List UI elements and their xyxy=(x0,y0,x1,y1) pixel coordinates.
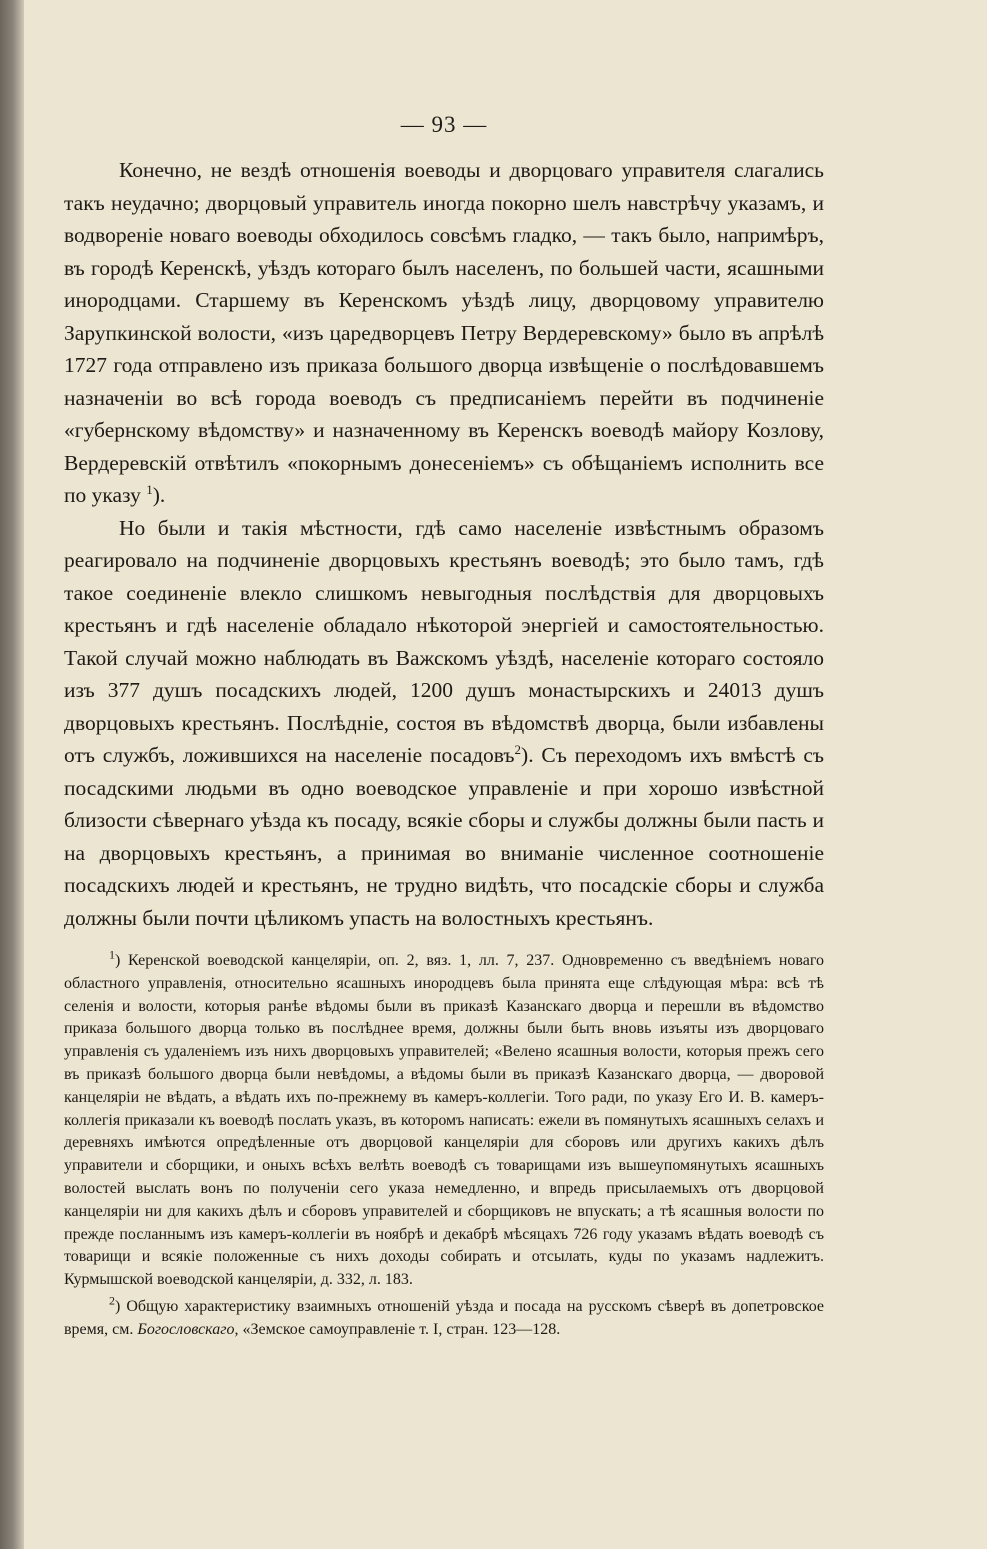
footnote-ref-2: 2 xyxy=(514,741,522,757)
paragraph-1-text: Конечно, не вездѣ отношенія воеводы и дворцоваго управителя слагались такъ неудачно; дворцовый управитель иногда покорно шелъ навстрѣчу указамъ, и водвореніе новаго воеводы обходилось совсѣмъ гладко, — такъ было, напримѣръ, въ городѣ Керенскѣ, уѣздъ котораго былъ населенъ, по большей части, ясашными инородцами. Старшему въ Керенскомъ уѣздѣ лицу, дворцовому управителю Зарупкинской волости, «изъ царедворцевъ Петру Вердеревскому» было въ апрѣлѣ 1727 года отправлено изъ приказа большого дворца извѣщеніе о послѣдовавшемъ назначеніи во всѣ города воеводъ съ предписаніемъ перейти въ подчиненіе «губернскому вѣдомству» и назначенному въ Керенскъ воеводѣ майору Козлову, Вердеревскій отвѣтилъ «покорнымъ донесеніемъ» съ обѣщаніемъ исполнить все по указу xyxy=(64,158,824,507)
paragraph-1 xyxy=(64,154,824,512)
footnote-2-tail: , «Земское самоуправленіе т. I, стран. 123—128. xyxy=(234,1320,561,1338)
book-page xyxy=(64,112,824,1346)
paragraph-2-tail: ). Съ переходомъ ихъ вмѣстѣ съ посадскими людьми въ одно воеводское управленіе и при хорошо извѣстной близости сѣвернаго уѣзда къ посаду, всякіе сборы и службы должны были пасть и на дворцовыхъ крестьянъ, а принимая во вниманіе численное соотношеніе посадскихъ людей и крестьянъ, не трудно видѣть, что посадскіе сборы и служба должны были почти цѣликомъ упасть на волостныхъ крестьянъ. xyxy=(64,743,824,930)
footnote-ref-1: 1 xyxy=(146,481,153,497)
page-number: — 93 — xyxy=(400,112,488,137)
footnote-2 xyxy=(64,1293,824,1342)
paragraph-1-tail: ). xyxy=(152,483,166,507)
footnote-1-text: ) Керенской воеводской канцеляріи, оп. 2, вяз. 1, лл. 7, 237. Одновременно съ введѣніемъ новаго областного управленія, относительно ясашныхъ инородцевъ была принята еще слѣдующая мѣра: всѣ тѣ селенія и волости, которыя ранѣе вѣдомы были въ приказѣ Казанскаго дворца и перешли въ вѣдомство приказа большого дворца только въ послѣднее время, должны были быть вновь изъяты изъ дворцоваго управленія съ удаленіемъ изъ нихъ дворцовыхъ управителей; «Велено ясашныя волости, которыя прежъ сего въ приказѣ большого дворца были невѣдомы, а вѣдомы были въ приказѣ Казанскаго дворца, — дворовой канцеляріи не вѣдать, а вѣдать ихъ по-прежнему въ камеръ-коллегіи. Того ради, по указу Его И. В. камеръ-коллегія приказали къ воеводѣ послать указъ, въ которомъ написать: ежели въ помянутыхъ ясашныхъ селахъ и деревняхъ имѣются опредѣленные отъ дворцовой канцеляріи для сборовъ или другихъ какихъ дѣлъ управители и сборщики, и оныхъ всѣхъ велѣть воеводѣ съ товарищами изъ вышеупомянутыхъ ясашныхъ волостей выслать вонъ по полученіи сего указа немедленно, и впредь присылаемыхъ отъ дворцовой канцеляріи ни для какихъ дѣлъ и сборовъ управителей и сборщиковъ не впускать; а тѣ ясашныя волости по прежде посланнымъ изъ камеръ-коллегіи въ ноябрѣ и декабрѣ мѣсяцахъ 726 году указамъ вѣдать воеводѣ съ товарищи и всякіе положенные съ нихъ доходы собирать и отсылать, куды по указамъ надлежитъ. Курмышской воеводской канцеляріи, д. 332, л. 183. xyxy=(64,952,824,1289)
footnote-2-author: Богословскаго xyxy=(137,1320,235,1338)
book-spine-shadow xyxy=(0,0,24,1549)
footnote-1-mark: 1 xyxy=(109,947,115,962)
footnote-1 xyxy=(64,947,824,1292)
footnote-2-text: ) Общую характеристику взаимныхъ отношеній уѣзда и посада на русскомъ сѣверѣ въ допетровское время, см. xyxy=(64,1297,824,1338)
footnotes xyxy=(64,947,824,1342)
paragraph-2-text: Но были и такія мѣстности, гдѣ само населеніе извѣстнымъ образомъ реагировало на подчиненіе дворцовыхъ крестьянъ воеводѣ; это было тамъ, гдѣ такое соединеніе влекло слишкомъ невыгодныя послѣдствія для дворцовыхъ крестьянъ и гдѣ населеніе обладало нѣкоторой энергіей и самостоятельностью. Такой случай можно наблюдать въ Важскомъ уѣздѣ, населеніе котораго состояло изъ 377 душъ посадскихъ людей, 1200 душъ монастырскихъ и 24013 душъ дворцовыхъ крестьянъ. Послѣдніе, состоя въ вѣдомствѣ дворца, были избавлены отъ службъ, ложившихся на населеніе посадовъ xyxy=(64,515,824,767)
paragraph-2 xyxy=(64,512,824,935)
footnote-2-mark: 2 xyxy=(109,1293,115,1308)
